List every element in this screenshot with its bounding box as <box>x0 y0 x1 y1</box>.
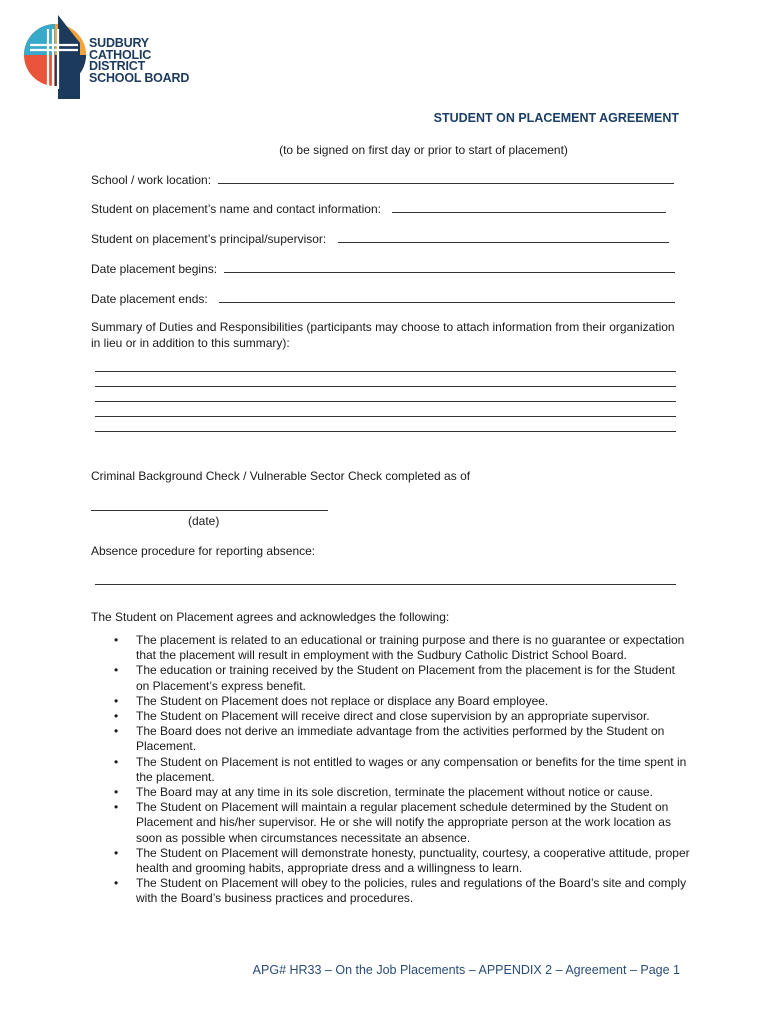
field-date-begins <box>91 261 675 276</box>
field-label: Date placement begins: <box>91 262 218 276</box>
list-item <box>91 709 691 724</box>
list-item <box>91 800 691 846</box>
logo-line: SCHOOL BOARD <box>89 70 190 85</box>
bullet: • <box>114 724 119 739</box>
cross-emblem-icon <box>22 15 92 99</box>
document-title: STUDENT ON PLACEMENT AGREEMENT <box>433 111 679 125</box>
summary-line[interactable] <box>95 431 676 432</box>
blank-line[interactable] <box>224 261 675 273</box>
criminal-check-label: Criminal Background Check / Vulnerable Sector Check completed as of <box>91 469 471 483</box>
bullet: • <box>114 663 119 678</box>
bullet: • <box>114 693 119 708</box>
date-caption: (date) <box>188 514 220 528</box>
list-item-text: The Board may at any time in its sole discretion, terminate the placement without notice or cause. <box>136 785 653 800</box>
summary-line[interactable] <box>95 386 676 387</box>
list-item <box>91 694 691 709</box>
list-item-text: The Student on Placement is not entitled to wages or any compensation or benefits for the time spent in the placement. <box>136 754 687 784</box>
absence-label: Absence procedure for reporting absence: <box>91 544 316 558</box>
agreement-list <box>91 633 691 907</box>
logo-line: SUDBURY <box>89 36 149 50</box>
logo-line: CATHOLIC <box>89 47 152 62</box>
list-item-text: The Student on Placement will demonstrate honesty, punctuality, courtesy, a cooperative attitude, proper health and grooming habits, appropriate dress and a willingness to learn. <box>136 845 690 876</box>
blank-line[interactable] <box>219 291 675 303</box>
list-item <box>91 785 691 800</box>
criminal-check-date-line[interactable] <box>91 510 328 511</box>
field-date-ends <box>91 291 675 306</box>
list-item <box>91 846 691 876</box>
bullet: • <box>114 785 119 800</box>
field-label: Date placement ends: <box>91 292 208 306</box>
summary-line[interactable] <box>95 371 676 372</box>
list-item-text: The Student on Placement will obey to the policies, rules and regulations of the Board’s site and comply with the Board’s business practices and procedures. <box>136 876 687 906</box>
list-item-text: The Student on Placement does not replace or displace any Board employee. <box>136 693 549 708</box>
list-item-text: The education or training received by the Student on Placement from the placement is for the Student on Placement’s express benefit. <box>136 663 675 693</box>
summary-line[interactable] <box>95 416 676 417</box>
field-student-name-contact <box>91 201 666 216</box>
bullet: • <box>114 709 119 724</box>
list-item-text: The Board does not derive an immediate advantage from the activities performed by the Student on Placement. <box>136 724 665 754</box>
bullet: • <box>114 876 119 891</box>
list-item-text: The placement is related to an educational or training purpose and there is no guarantee or expectation that the placement will result in employment with the Sudbury Catholic District School Board. <box>136 633 685 663</box>
field-school-location <box>91 172 674 187</box>
bullet: • <box>114 633 119 647</box>
logo-line: DISTRICT <box>89 59 146 73</box>
bullet: • <box>114 845 119 860</box>
blank-line[interactable] <box>392 201 666 213</box>
document-subtitle: (to be signed on first day or prior to start of placement) <box>279 143 568 157</box>
list-item <box>91 633 691 663</box>
blank-line[interactable] <box>338 231 669 243</box>
field-principal-supervisor <box>91 231 669 246</box>
list-item <box>91 724 691 754</box>
page-footer: APG# HR33 – On the Job Placements – APPENDIX 2 – Agreement – Page 1 <box>252 963 680 977</box>
agreement-intro: The Student on Placement agrees and acknowledges the following: <box>91 610 450 624</box>
list-item <box>91 876 691 906</box>
list-item <box>91 755 691 785</box>
field-label: Student on placement’s principal/supervisor: <box>91 232 327 246</box>
list-item <box>91 663 691 693</box>
logo-wordmark <box>89 38 189 84</box>
summary-line[interactable] <box>95 401 676 402</box>
blank-line[interactable] <box>218 172 674 184</box>
field-label: Student on placement’s name and contact information: <box>91 202 381 216</box>
absence-line[interactable] <box>95 584 676 585</box>
bullet: • <box>114 754 119 769</box>
list-item-text: The Student on Placement will receive direct and close supervision by an appropriate supervisor. <box>136 709 650 724</box>
summary-label: Summary of Duties and Responsibilities (participants may choose to attach information from their organization in lieu or in addition to this summary): <box>91 320 675 350</box>
bullet: • <box>114 800 119 815</box>
field-label: School / work location: <box>91 173 212 187</box>
list-item-text: The Student on Placement will maintain a regular placement schedule determined by the Student on Placement and his/her supervisor. He or she will notify the appropriate person at the work location as soon as possible when circumstances necessitate an absence. <box>136 800 671 845</box>
